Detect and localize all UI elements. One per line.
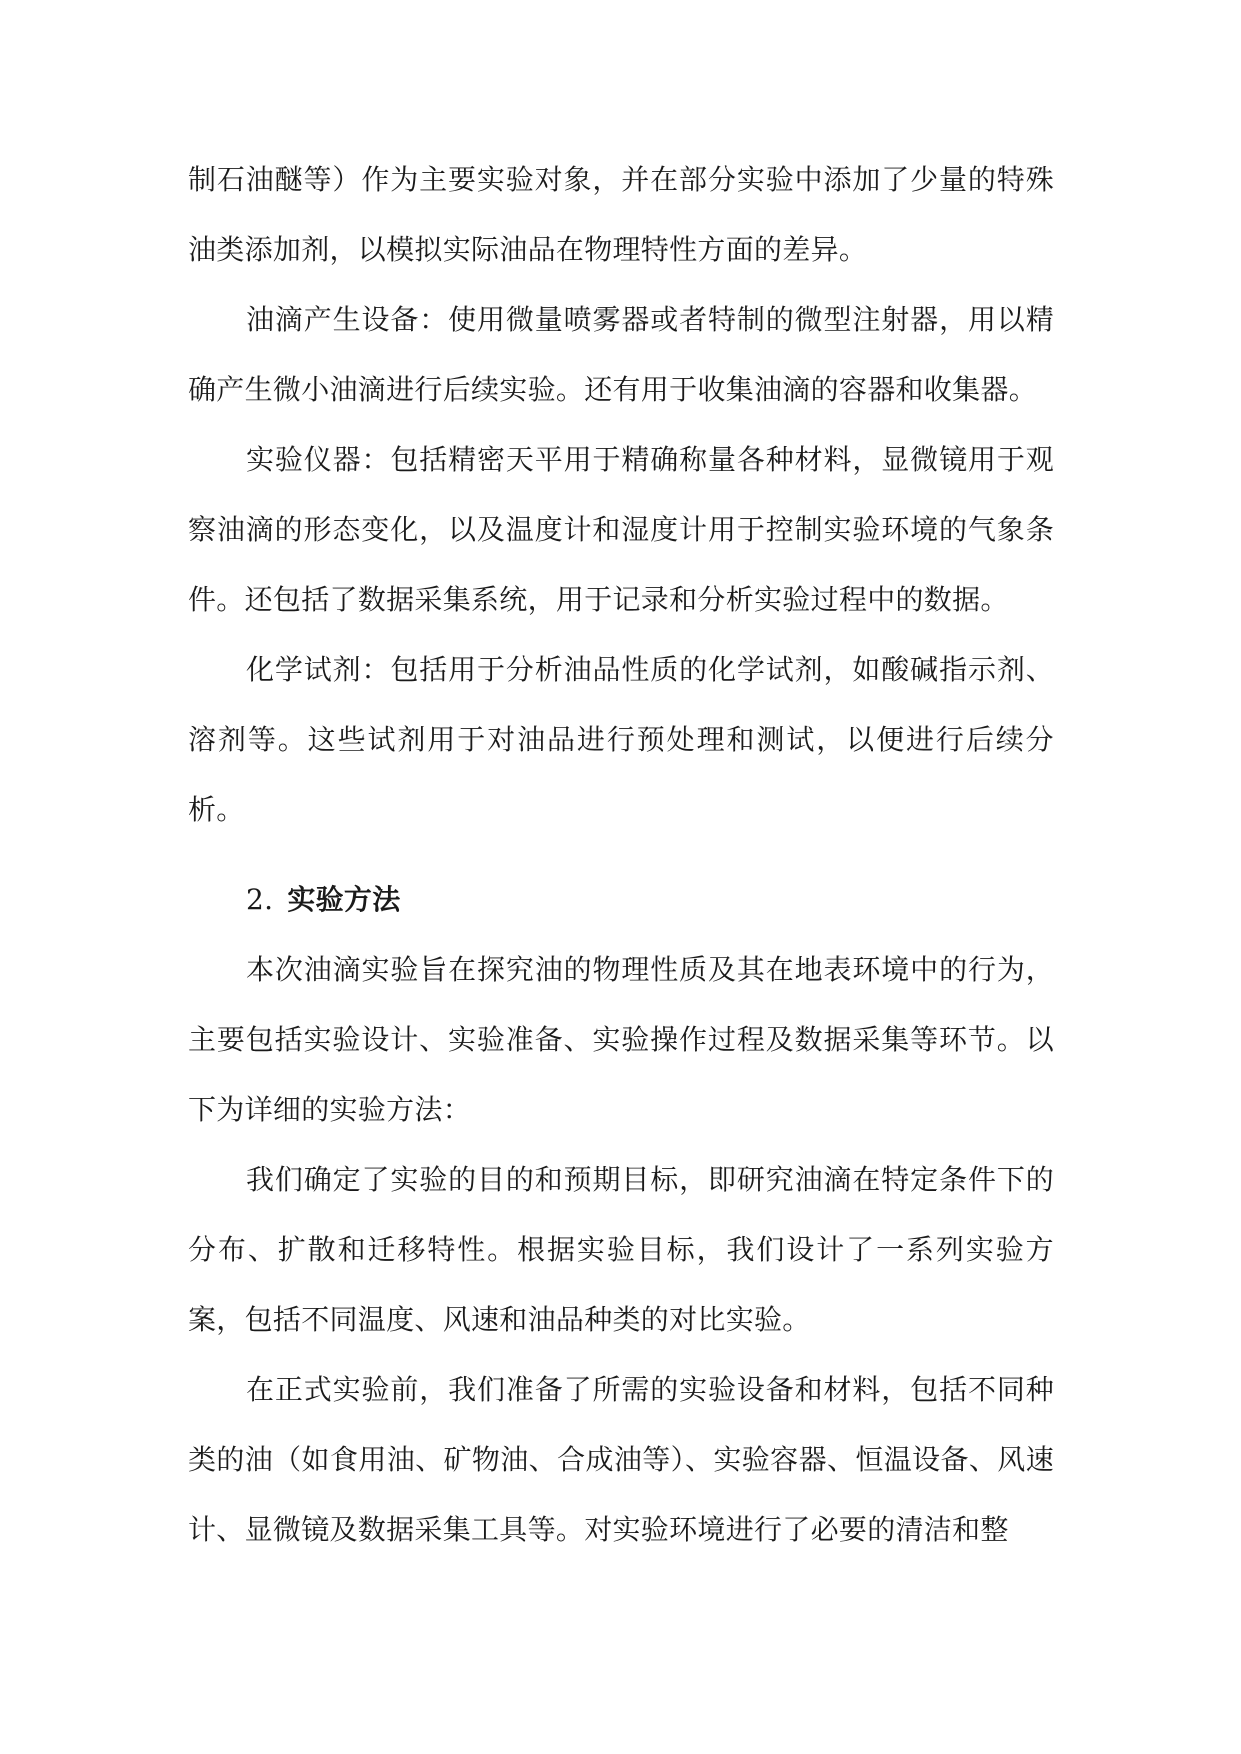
- paragraph-experiment-preparation: 在正式实验前，我们准备了所需的实验设备和材料，包括不同种类的油（如食用油、矿物油、合成油等）、实验容器、恒温设备、风速计、显微镜及数据采集工具等。对实验环境进行了必要的清洁和整: [188, 1373, 1054, 1546]
- paragraph-continuation: 制石油醚等）作为主要实验对象，并在部分实验中添加了少量的特殊油类添加剂，以模拟实际油品在物理特性方面的差异。: [188, 163, 1054, 266]
- section-heading: [188, 865, 1054, 935]
- paragraph-method-intro: 本次油滴实验旨在探究油的物理性质及其在地表环境中的行为，主要包括实验设计、实验准备、实验操作过程及数据采集等环节。以下为详细的实验方法：: [188, 953, 1054, 1126]
- paragraph-experiment-design: 我们确定了实验的目的和预期目标，即研究油滴在特定条件下的分布、扩散和迁移特性。根据实验目标，我们设计了一系列实验方案，包括不同温度、风速和油品种类的对比实验。: [188, 1163, 1054, 1336]
- section-title: 实验方法: [287, 883, 401, 916]
- document-body: [188, 145, 1054, 1565]
- paragraph-oil-drop-equipment: 油滴产生设备：使用微量喷雾器或者特制的微型注射器，用以精确产生微小油滴进行后续实验。还有用于收集油滴的容器和收集器。: [188, 303, 1054, 406]
- paragraph-chemical-reagents: 化学试剂：包括用于分析油品性质的化学试剂，如酸碱指示剂、溶剂等。这些试剂用于对油品进行预处理和测试，以便进行后续分析。: [188, 653, 1054, 826]
- paragraph-instruments: 实验仪器：包括精密天平用于精确称量各种材料，显微镜用于观察油滴的形态变化，以及温度计和湿度计用于控制实验环境的气象条件。还包括了数据采集系统，用于记录和分析实验过程中的数据。: [188, 443, 1054, 616]
- section-number: 2.: [246, 883, 274, 916]
